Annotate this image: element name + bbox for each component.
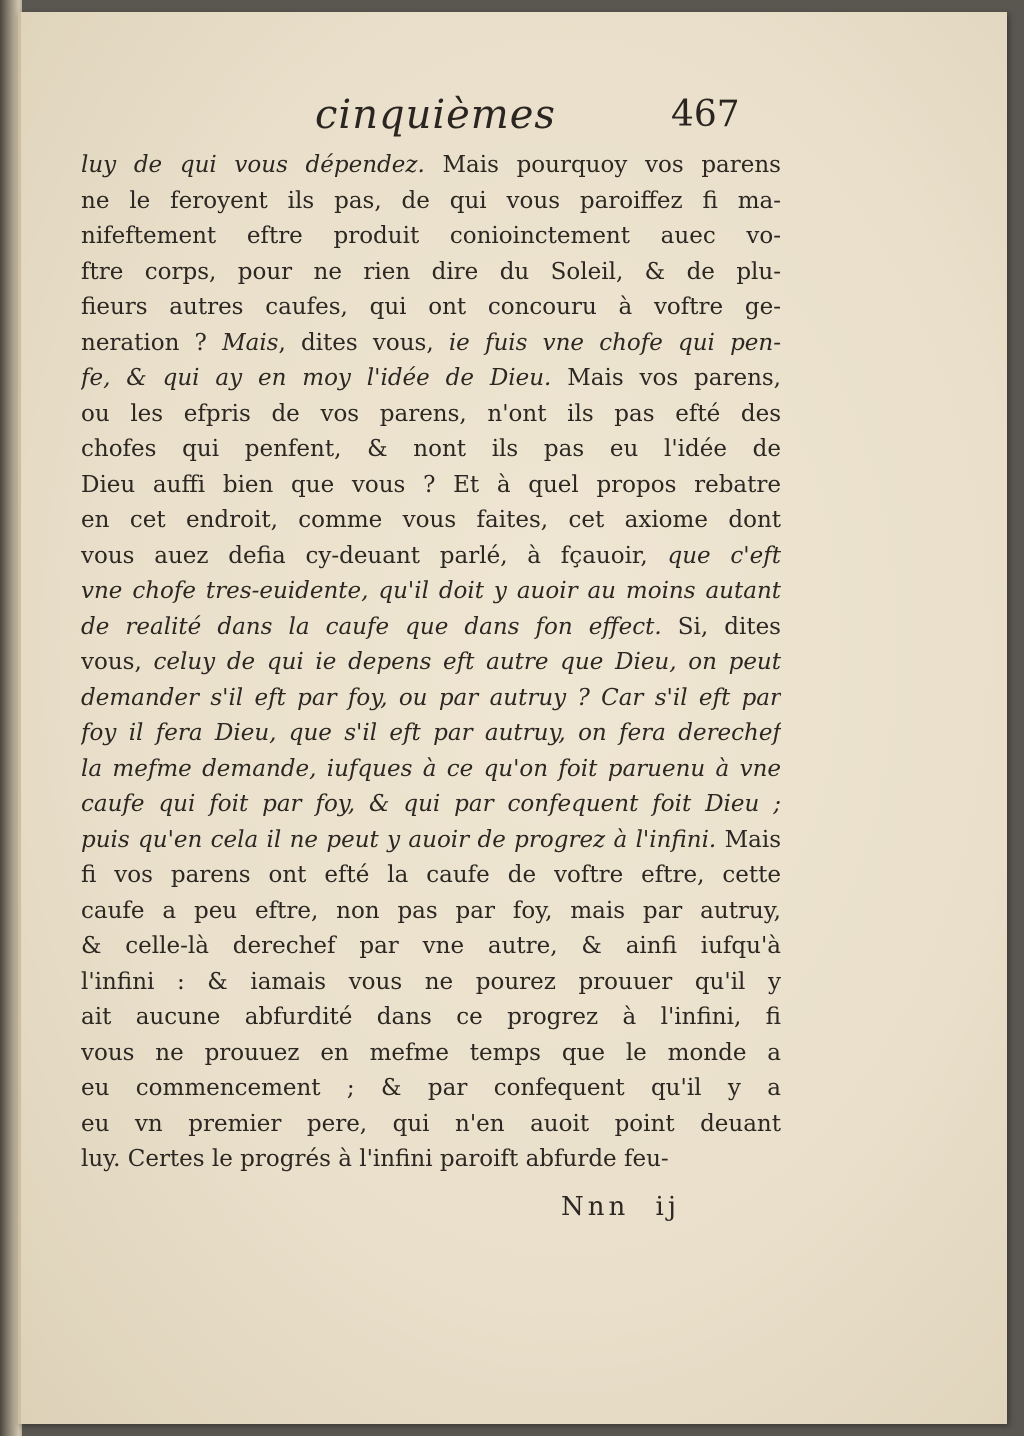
roman-segment: ne le feroyent ils pas, de qui vous paroiffez fi ma- (81, 187, 781, 214)
italic-segment: luy de qui vous dépendez. (81, 152, 425, 178)
roman-segment: Dieu auffi bien que vous ? Et à quel propos rebatre (81, 471, 781, 498)
text-line (81, 503, 781, 539)
text-line (81, 787, 781, 823)
text-line (81, 184, 781, 220)
text-line (81, 397, 781, 433)
text-line (81, 1000, 781, 1036)
text-line (81, 1036, 781, 1072)
text-line (81, 1142, 781, 1178)
roman-segment: ou les efpris de vos parens, n'ont ils pas efté des (81, 400, 781, 427)
text-line (81, 468, 781, 504)
roman-segment: eu vn premier pere, qui n'en auoit point deuant (81, 1110, 781, 1137)
roman-segment: , dites vous, (278, 329, 449, 356)
text-line (81, 716, 781, 752)
body-text (81, 148, 781, 1178)
roman-segment: Si, dites (661, 613, 781, 640)
roman-segment: Mais (716, 826, 781, 853)
roman-segment: nifeftement eftre produit conioinctement auec vo- (81, 223, 781, 249)
italic-segment: foy il fera Dieu, que s'il eft par autruy, on fera derechef (81, 720, 781, 746)
text-line (81, 610, 781, 646)
text-line (81, 752, 781, 788)
text-line (81, 894, 781, 930)
roman-segment: neration ? (81, 329, 223, 356)
italic-segment: caufe qui foit par foy, & qui par confequent foit Dieu ; (81, 791, 781, 817)
roman-segment: Mais pourquoy vos parens (424, 152, 781, 178)
page-header (21, 92, 1007, 148)
italic-segment: celuy de qui ie depens eft autre que Dieu, on peut (153, 649, 781, 675)
italic-segment: ie fuis vne chofe qui pen- (448, 329, 781, 356)
roman-segment: vous, (81, 649, 154, 675)
italic-segment: fe, & qui ay en moy l'idée de Dieu. (81, 365, 552, 391)
text-line (81, 539, 781, 575)
roman-segment: fi vos parens ont efté la caufe de voftre eftre, cette (81, 862, 781, 888)
text-line (81, 1107, 781, 1143)
text-line (81, 290, 781, 326)
book-page (18, 12, 1007, 1424)
roman-segment: ftre corps, pour ne rien dire du Soleil, & de plu- (81, 258, 781, 285)
italic-segment: puis qu'en cela il ne peut y auoir de progrez à l'infini. (81, 826, 717, 853)
italic-segment: vne chofe tres-euidente, qu'il doit y auoir au moins autant (81, 578, 781, 604)
roman-segment: vous ne prouuez en mefme temps que le monde a (81, 1039, 781, 1066)
roman-segment: en cet endroit, comme vous faites, cet axiome dont (81, 507, 781, 533)
text-line (81, 681, 781, 717)
roman-segment: l'infini : & iamais vous ne pourez prouuer qu'il y (81, 968, 781, 995)
roman-segment: eu commencement ; & par confequent qu'il y a (81, 1075, 781, 1101)
text-line (81, 361, 781, 397)
italic-segment: la mefme demande, iufques à ce qu'on foit paruenu à vne (81, 755, 781, 782)
text-line (81, 929, 781, 965)
text-line (81, 965, 781, 1001)
roman-segment: Mais vos parens, (551, 365, 781, 391)
italic-segment: demander s'il eft par foy, ou par autruy ? Car s'il eft par (81, 684, 781, 711)
page-number: 467 (671, 94, 740, 135)
text-line (81, 858, 781, 894)
roman-segment: fieurs autres caufes, qui ont concouru à voftre ge- (81, 294, 781, 320)
signature-mark: Nnn ij (561, 1192, 680, 1222)
text-line (81, 432, 781, 468)
italic-segment: que c'eft (667, 542, 781, 569)
roman-segment: luy. Certes le progrés à l'infini paroift abfurde feu- (81, 1146, 669, 1172)
italic-segment: Mais (222, 329, 279, 356)
text-line (81, 645, 781, 681)
text-line (81, 148, 781, 184)
roman-segment: caufe a peu eftre, non pas par foy, mais par autruy, (81, 897, 781, 924)
text-line (81, 1071, 781, 1107)
text-line (81, 219, 781, 255)
text-line (81, 823, 781, 859)
italic-segment: de realité dans la caufe que dans fon effect. (81, 613, 662, 640)
text-line (81, 326, 781, 362)
text-line (81, 255, 781, 291)
text-line (81, 574, 781, 610)
roman-segment: ait aucune abfurdité dans ce progrez à l'infini, fi (81, 1004, 781, 1030)
running-title: cinquièmes (315, 92, 556, 138)
roman-segment: & celle-là derechef par vne autre, & ainfi iufqu'à (81, 933, 781, 959)
roman-segment: vous auez defia cy-deuant parlé, à fçauoir, (81, 542, 668, 569)
roman-segment: chofes qui penfent, & nont ils pas eu l'idée de (81, 436, 781, 462)
